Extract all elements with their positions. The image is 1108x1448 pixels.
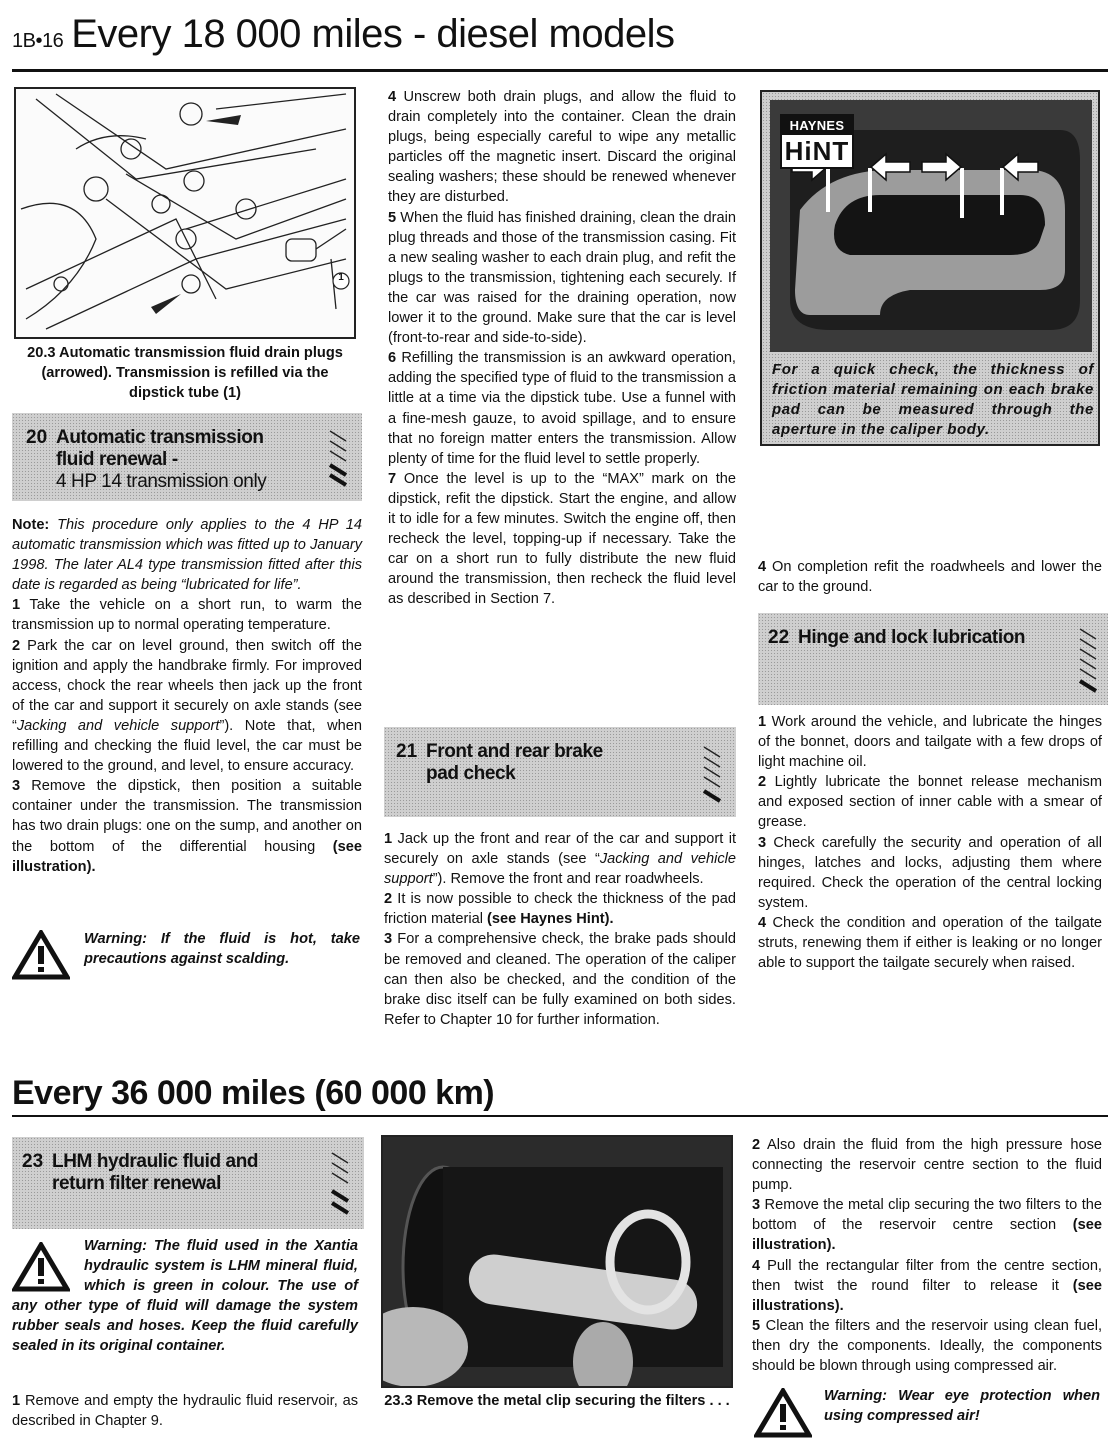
section-22-header bbox=[758, 613, 1108, 705]
warning-icon-spacer bbox=[12, 1236, 84, 1294]
interval-36000-rule bbox=[12, 1115, 1108, 1117]
callout-label-1: 1 bbox=[338, 272, 344, 283]
section-20-left-column bbox=[12, 515, 362, 877]
section-23-step-3: 3 Remove the metal clip securing the two filters to the bottom of the reservoir centre section (see illustration). bbox=[752, 1197, 1102, 1254]
spanner-rating-icon bbox=[328, 1147, 352, 1219]
interval-36000-title: Every 36 000 miles (60 000 km) bbox=[12, 1074, 495, 1112]
section-20-step-4: 4 Unscrew both drain plugs, and allow the fluid to drain completely into the container. Clean the drain plugs, being especially careful to wipe any metallic particles off the magnetic insert. Discard the original sealing washers; these should be renewed whenever they are disturbed. bbox=[388, 89, 736, 206]
warning-triangle-icon bbox=[12, 930, 70, 980]
section-20-note: Note: This procedure only applies to the 4 HP 14 automatic transmission which was fitted up to January 1998. The later AL4 type transmission fitted after this date is regarded as being “lubricated for life”. bbox=[12, 517, 362, 594]
section-23-step-1: 1 Remove and empty the hydraulic fluid reservoir, as described in Chapter 9. bbox=[12, 1393, 358, 1430]
figure-23-3-photo bbox=[381, 1135, 733, 1388]
figure-23-3-caption: 23.3 Remove the metal clip securing the filters . . . bbox=[384, 1393, 730, 1409]
section-23-number: 23 bbox=[22, 1151, 44, 1172]
page-title: Every 18 000 miles - diesel models bbox=[71, 12, 675, 56]
section-22-step-1: 1 Work around the vehicle, and lubricate the hinges of the bonnet, doors and tailgate with a few drops of light machine oil. bbox=[758, 714, 1102, 771]
section-21-middle-column bbox=[384, 829, 736, 1030]
section-23-end-warning: Warning: Wear eye protection when using compressed air! bbox=[824, 1388, 1100, 1425]
section-20-warning: Warning: If the fluid is hot, take precautions against scalding. bbox=[84, 931, 360, 968]
section-21-step-1: 1 Jack up the front and rear of the car and support it securely on axle stands (see “Jacking and vehicle support”). Remove the front and rear roadwheels. bbox=[384, 831, 736, 888]
section-21-step-3: 3 For a comprehensive check, the brake pads should be removed and cleaned. The operation of the caliper can then also be checked, and the condition of the brake disc itself can be fully examined on both sides. Refer to Chapter 10 for further information. bbox=[384, 931, 736, 1028]
transmission-line-drawing-icon bbox=[16, 89, 356, 339]
section-21-number: 21 bbox=[396, 741, 418, 762]
spanner-rating-icon bbox=[326, 425, 350, 489]
figure-20-3-drawing bbox=[14, 87, 356, 339]
section-23-warning: Warning: The fluid used in the Xantia hydraulic system is LHM mineral fluid, which is green in colour. The use of any other type of fluid will damage the system rubber seals and hoses. Keep the fluid carefully sealed in its original container. bbox=[12, 1238, 358, 1355]
section-21-title: Front and rear brake pad check bbox=[426, 741, 603, 784]
section-20-step-5: 5 When the fluid has finished draining, clean the drain plug threads and those of the transmission casing. Fit a new sealing washer to each drain plug, and refit the plugs to the transmission, tightening each securely. If the car was raised for the draining operation, now lower it to the ground. Make sure that the car is level (front-to-rear and side-to-side). bbox=[388, 209, 736, 347]
section-23-left-column bbox=[12, 1391, 358, 1431]
haynes-hint-box bbox=[760, 90, 1100, 446]
section-22-step-4: 4 Check the condition and operation of the tailgate struts, renewing them if either is leaking or no longer able to support the tailgate securely when raised. bbox=[758, 914, 1102, 972]
section-20-step-1: 1 Take the vehicle on a short run, to warm the transmission up to normal operating temperature. bbox=[12, 597, 362, 634]
caliper-photo bbox=[770, 100, 1092, 352]
page-number: 1B•16 bbox=[12, 30, 64, 52]
spanner-rating-icon bbox=[1076, 623, 1100, 695]
header-rule bbox=[12, 69, 1108, 72]
section-20-step-6: 6 Refilling the transmission is an awkward operation, adding the specified type of fluid to the transmission a little at a time via the dipstick tube. Use a funnel with a fine-mesh gauze, to avoid spillage, and to ensure that no foreign matter enters the transmission. Allow plenty of time for the fluid level to settle properly. bbox=[388, 350, 736, 467]
section-20-step-3: 3 Remove the dipstick, then position a suitable container under the transmission. The transmission has two drain plugs: one on the sump, and another on the bottom of the differential housing (see illustration). bbox=[12, 778, 362, 875]
section-20-header bbox=[12, 413, 362, 501]
section-22-title: Hinge and lock lubrication bbox=[798, 627, 1026, 648]
section-20-step-2: 2 Park the car on level ground, then switch off the ignition and apply the handbrake firmly. For improved access, chock the rear wheels then jack up the front of the car and support it securely on axle stands (see “Jacking and vehicle support”). Note that, when refilling and checking the fluid level, the car must be lowered to the ground, and level, to ensure accuracy. bbox=[12, 637, 362, 775]
section-20-middle-column bbox=[388, 87, 736, 609]
spanner-rating-icon bbox=[700, 741, 724, 807]
section-23-step-4: 4 Pull the rectangular filter from the centre section, then twist the round filter to release it (see illustrations). bbox=[752, 1257, 1102, 1314]
page-header bbox=[12, 14, 1108, 66]
section-23-step-5: 5 Clean the filters and the reservoir using clean fuel, then dry the components. Ideally, the components should be blown through using compressed air. bbox=[752, 1317, 1103, 1375]
section-23-right-column bbox=[752, 1135, 1102, 1376]
filter-clip-photo-icon bbox=[383, 1137, 733, 1388]
section-21-right-column bbox=[758, 477, 1102, 597]
section-23-step-2: 2 Also drain the fluid from the high pressure hose connecting the reservoir centre section to the fluid pump. bbox=[752, 1137, 1103, 1194]
section-21-step-4: 4 On completion refit the roadwheels and lower the car to the ground. bbox=[758, 559, 1102, 596]
section-20-title: Automatic transmission fluid renewal - 4 HP 14 transmission only bbox=[56, 427, 267, 492]
haynes-hint-badge: HAYNES HiNT bbox=[780, 114, 854, 169]
section-21-step-2: 2 It is now possible to check the thickness of the pad friction material (see Haynes Hint). bbox=[384, 891, 736, 928]
figure-20-3-caption: 20.3 Automatic transmission fluid drain plugs (arrowed). Transmission is refilled via the dipstick tube (1) bbox=[27, 345, 343, 401]
warning-triangle-icon bbox=[754, 1388, 812, 1438]
section-22-number: 22 bbox=[768, 627, 790, 648]
section-20-step-7: 7 Once the level is up to the “MAX” mark on the dipstick, refit the dipstick. Start the engine, and allow it to idle for a few minutes. Switch the engine off, then recheck the level, topping-up if necessary. Take the car on a short run to fully distribute the new fluid around the transmission, then recheck the fluid level as described in Section 7. bbox=[388, 470, 736, 608]
section-23-header bbox=[12, 1137, 364, 1229]
haynes-hint-caption: For a quick check, the thickness of friction material remaining on each brake pad can be measured through the aperture in the caliper body. bbox=[772, 361, 1094, 438]
section-20-number: 20 bbox=[26, 427, 48, 448]
section-22-step-3: 3 Check carefully the security and operation of all hinges, latches and locks, adjusting them where required. Check the operation of the central locking system. bbox=[758, 834, 1102, 911]
section-21-header bbox=[384, 727, 736, 817]
section-23-title: LHM hydraulic fluid and return filter renewal bbox=[52, 1151, 259, 1194]
section-22-step-2: 2 Lightly lubricate the bonnet release mechanism and exposed section of inner cable with a smear of grease. bbox=[758, 774, 1102, 831]
section-22-right-column bbox=[758, 712, 1102, 973]
